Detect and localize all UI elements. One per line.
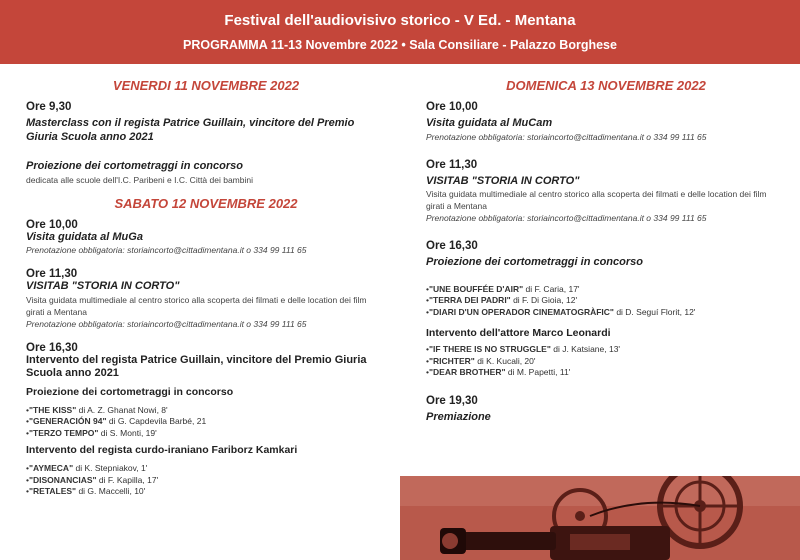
film-item: • "IF THERE IS NO STRUGGLE" di J. Katsiane, 13': [426, 344, 786, 356]
event-time: Ore 11,30: [426, 158, 478, 171]
event-description: Visita guidata multimediale al centro storico alla scoperta dei filmati e delle location dei film girati a Mentana: [26, 294, 367, 317]
event-title: VISITAB "STORIA IN CORTO": [426, 174, 580, 187]
film-item: • "AYMECA" di K. Stepniakov, 1': [26, 463, 386, 475]
event-title: Visita guidata al MuGa: [26, 230, 143, 243]
film-item: • "DIARI D'UN OPERADOR CINEMATOGRÀFIC" di D. Seguí Florit, 12': [426, 307, 786, 319]
event-time: Ore 9,30: [26, 101, 72, 113]
event-title: Masterclass con il regista Patrice Guillain, vincitore del Premio Giuria Scuola anno 2021: [26, 117, 355, 143]
event-time: Ore 16,30: [426, 240, 478, 252]
event-subtitle: Intervento del regista curdo-iraniano Fariborz Kamkari: [26, 444, 298, 456]
festival-title: Festival dell'audiovisivo storico - V Ed. - Mentana: [224, 12, 576, 29]
film-item: • "TERZO TEMPO" di S. Monti, 19': [26, 428, 386, 440]
film-item: • "RICHTER" di K. Kucali, 20': [426, 356, 786, 368]
film-list: [26, 463, 386, 498]
event-title: VISITAB "STORIA IN CORTO": [26, 280, 180, 292]
film-list: [426, 284, 786, 319]
event-title: Proiezione dei cortometraggi in concorso: [426, 256, 643, 268]
event-title: Proiezione dei cortometraggi in concorso: [26, 160, 243, 172]
program-header: [0, 0, 800, 64]
day-heading-friday: VENERDI 11 NOVEMBRE 2022: [112, 78, 300, 93]
event-screening-schools: [26, 160, 386, 186]
event-time: Ore 10,00: [426, 101, 478, 113]
event-title: Premiazione: [426, 410, 491, 423]
event-subtitle: Proiezione dei cortometraggi in concorso: [26, 385, 234, 398]
event-awards: [426, 395, 786, 425]
film-projector-icon: [400, 476, 800, 560]
film-item: • "THE KISS" di A. Z. Ghanat Nowi, 8': [26, 405, 386, 417]
event-screening-sunday: [426, 240, 786, 379]
booking-note: Prenotazione obbligatoria: storiaincorto@cittadimentana.it o 334 99 111 65: [26, 245, 307, 255]
event-time: Ore 11,30: [26, 268, 78, 280]
event-guillain-talk: [26, 342, 386, 498]
event-visit-muga: [26, 219, 386, 257]
festival-subtitle: PROGRAMMA 11-13 Novembre 2022 • Sala Consiliare - Palazzo Borghese: [183, 38, 617, 52]
booking-note: Prenotazione obbligatoria: storiaincorto@cittadimentana.it o 334 99 111 65: [26, 318, 307, 329]
event-visitab: [26, 268, 386, 330]
film-item: • "DEAR BROTHER" di M. Papetti, 11': [426, 367, 786, 379]
event-subtitle: Intervento dell'attore Marco Leonardi: [426, 327, 611, 339]
event-description: Visita guidata multimediale al centro storico alla scoperta dei filmati e delle location dei film girati a Mentana: [426, 189, 767, 211]
film-list: [426, 344, 786, 379]
event-title: Intervento del regista Patrice Guillain, vincitore del Premio Giuria Scuola anno 2021: [26, 353, 367, 379]
event-visitab: [426, 159, 786, 225]
event-description: dedicata alle scuole dell'I.C. Paribeni e I.C. Città dei bambini: [26, 174, 253, 185]
film-item: • "TERRA DEI PADRI" di F. Di Gioia, 12': [426, 295, 786, 307]
film-item: • "GENERACIÓN 94" di G. Capdevila Barbé, 21: [26, 416, 386, 428]
film-item: • "UNE BOUFFÉE D'AIR" di F. Caria, 17': [426, 284, 786, 296]
event-masterclass: [26, 101, 386, 144]
projector-photo: [400, 476, 800, 560]
event-visit-mucam: [426, 101, 786, 143]
booking-note: Prenotazione obbligatoria: storiaincorto@cittadimentana.it o 334 99 111 65: [426, 131, 707, 142]
event-time: Ore 19,30: [426, 394, 478, 407]
film-item: • "DISONANCIAS" di F. Kapilla, 17': [26, 475, 386, 487]
film-list: [26, 405, 386, 440]
left-column: [26, 64, 386, 560]
event-time: Ore 10,00: [26, 218, 78, 231]
day-heading-saturday: SABATO 12 NOVEMBRE 2022: [114, 195, 298, 211]
film-item: • "RETALES" di G. Maccelli, 10': [26, 486, 386, 498]
day-heading-sunday: DOMENICA 13 NOVEMBRE 2022: [506, 78, 706, 93]
event-title: Visita guidata al MuCam: [426, 117, 553, 129]
booking-note: Prenotazione obbligatoria: storiaincorto@cittadimentana.it o 334 99 111 65: [426, 213, 707, 223]
event-time: Ore 16,30: [26, 341, 78, 354]
